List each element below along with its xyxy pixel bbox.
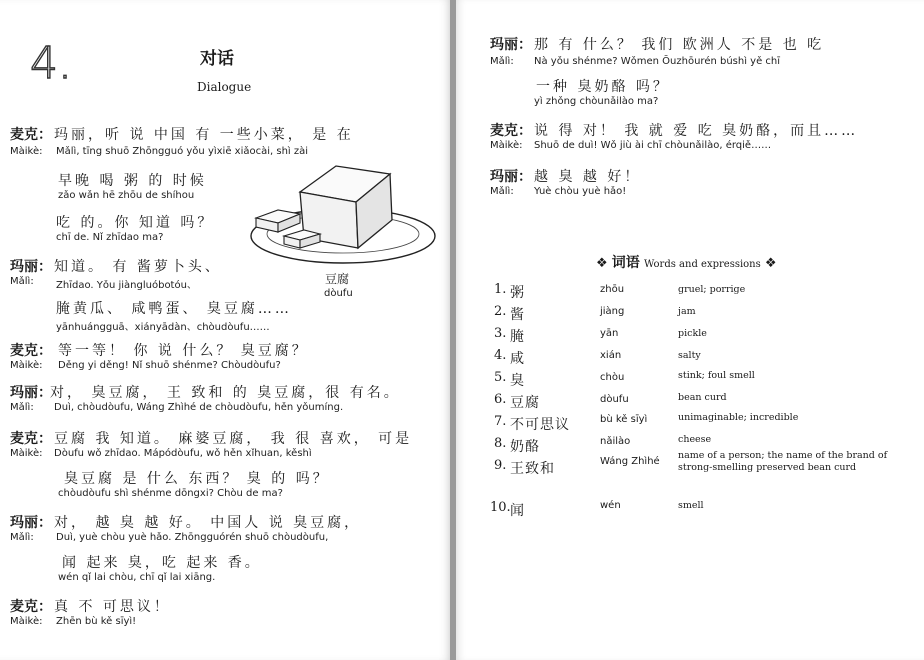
- dialogue-pinyin: Dòufu wǒ zhīdao. Mápódòufu, wǒ hěn xǐhuan, kěshì: [54, 448, 312, 459]
- dialogue-line: 豆腐 我 知道。 麻婆豆腐， 我 很 喜欢， 可是: [54, 431, 413, 447]
- vocab-pinyin: bù kě sīyì: [600, 414, 648, 425]
- vocab-pinyin: chòu: [600, 372, 625, 383]
- dialogue-pinyin: Zhēn bù kě sīyì!: [56, 616, 137, 627]
- vocab-meaning: unimaginable; incredible: [678, 412, 799, 423]
- lesson-number: 4.: [30, 38, 72, 89]
- vocab-hanzi: 腌: [510, 329, 525, 345]
- dialogue-pinyin: wén qǐ lai chòu, chī qǐ lai xiāng.: [58, 572, 216, 583]
- lesson-title: 对话: [200, 49, 234, 69]
- dialogue-pinyin: chī de. Nǐ zhīdao ma?: [56, 232, 164, 243]
- vocab-number: 2.: [494, 304, 507, 319]
- speaker-pinyin: Màikè:: [10, 616, 43, 627]
- dialogue-line: 越 臭 越 好！: [534, 169, 642, 185]
- vocab-heading-en: Words and expressions: [643, 259, 761, 270]
- speaker-name: 玛丽：: [10, 515, 52, 531]
- vocab-hanzi: 酱: [510, 307, 525, 323]
- vocab-hanzi: 王致和: [510, 461, 555, 477]
- vocab-number: 10.: [490, 500, 511, 515]
- vocab-meaning: smell: [678, 500, 704, 511]
- dialogue-line: 一种 臭奶酪 吗？: [536, 79, 670, 95]
- vocab-pinyin: yān: [600, 328, 619, 339]
- dialogue-pinyin: Duì, yuè chòu yuè hǎo. Zhōngguórén shuō chòudòufu,: [56, 532, 329, 543]
- speaker-name: 麦克：: [10, 599, 52, 615]
- speaker-name: 麦克：: [10, 343, 52, 359]
- flower-ornament-icon: ❖: [596, 256, 608, 271]
- lesson-subtitle: Dialogue: [197, 80, 252, 94]
- vocab-number: 1.: [494, 282, 507, 297]
- speaker-pinyin: Mǎlì:: [490, 186, 514, 197]
- dialogue-line: 臭豆腐 是 什么 东西？ 臭 的 吗？: [64, 471, 330, 487]
- vocab-meaning: stink; foul smell: [678, 370, 755, 381]
- speaker-pinyin: Mǎlì:: [10, 532, 34, 543]
- dialogue-pinyin: chòudòufu shì shénme dōngxi? Chòu de ma?: [58, 488, 283, 499]
- vocab-heading: [596, 252, 777, 272]
- dialogue-pinyin: Děng yi děng! Nǐ shuō shénme? Chòudòufu?: [58, 360, 281, 371]
- dialogue-line: 对， 臭豆腐， 王 致和 的 臭豆腐，很 有名。: [50, 385, 401, 401]
- left-page: [0, 0, 450, 660]
- dialogue-line: 吃 的。你 知道 吗？: [56, 215, 215, 231]
- dialogue-pinyin: Yuè chòu yuè hǎo!: [534, 186, 627, 197]
- dialogue-line: 知道。 有 酱萝卜头、: [54, 259, 222, 275]
- speaker-name: 玛丽：: [10, 385, 52, 401]
- speaker-pinyin: Màikè:: [10, 360, 43, 371]
- vocab-pinyin: zhōu: [600, 284, 625, 295]
- vocab-meaning: pickle: [678, 328, 707, 339]
- vocab-hanzi: 豆腐: [510, 395, 540, 411]
- vocab-pinyin: xián: [600, 350, 622, 361]
- dialogue-pinyin: Mǎlì, tīng shuō Zhōngguó yǒu yìxiē xiǎocài, shì zài: [56, 146, 309, 157]
- vocab-pinyin: dòufu: [600, 394, 629, 405]
- speaker-pinyin: Mǎlì:: [10, 276, 34, 287]
- tofu-illustration: [248, 160, 438, 270]
- speaker-name: 玛丽：: [490, 37, 532, 53]
- vocab-number: 8.: [494, 436, 507, 451]
- speaker-pinyin: Mǎlì:: [490, 56, 514, 67]
- vocab-meaning: name of a person; the name of the brand of strong-smelling preserved bean curd: [678, 450, 888, 473]
- vocab-hanzi: 不可思议: [510, 417, 570, 433]
- dialogue-line: 早晚 喝 粥 的 时候: [58, 173, 207, 189]
- speaker-pinyin: Màikè:: [10, 448, 43, 459]
- flower-ornament-icon: ❖: [764, 256, 777, 271]
- dialogue-pinyin: yì zhǒng chòunǎilào ma?: [534, 96, 659, 107]
- speaker-name: 玛丽：: [10, 259, 52, 275]
- dialogue-pinyin: Duì, chòudòufu, Wáng Zhìhé de chòudòufu, hěn yǒumíng.: [54, 402, 344, 413]
- vocab-number: 3.: [494, 326, 507, 341]
- vocab-pinyin: wén: [600, 500, 621, 511]
- vocab-meaning: cheese: [678, 434, 712, 445]
- vocab-pinyin: jiàng: [600, 306, 625, 317]
- vocab-hanzi: 臭: [510, 373, 525, 389]
- dialogue-line: 真 不 可思议！: [54, 599, 171, 615]
- speaker-name: 玛丽：: [490, 169, 532, 185]
- vocab-meaning: jam: [678, 306, 696, 317]
- dialogue-pinyin: Nà yǒu shénme? Wǒmen Ōuzhōurén búshì yě chī: [534, 56, 781, 67]
- speaker-pinyin: Mǎlì:: [10, 402, 34, 413]
- vocab-number: 5.: [494, 370, 507, 385]
- vocab-meaning: gruel; porrige: [678, 284, 746, 295]
- dialogue-line: 说 得 对！ 我 就 爱 吃 臭奶酪，而且……: [534, 123, 859, 139]
- speaker-name: 麦克：: [10, 431, 52, 447]
- vocab-hanzi: 闻: [510, 503, 525, 519]
- dialogue-line: 玛丽，听 说 中国 有 一些小菜， 是 在: [54, 127, 354, 143]
- vocab-number: 4.: [494, 348, 507, 363]
- dialogue-line: 闻 起来 臭，吃 起来 香。: [62, 555, 262, 571]
- vocab-meaning: salty: [678, 350, 701, 361]
- vocab-number: 6.: [494, 392, 507, 407]
- speaker-name: 麦克：: [490, 123, 532, 139]
- dialogue-pinyin: zǎo wǎn hē zhōu de shíhou: [58, 190, 195, 201]
- vocab-number: 7.: [494, 414, 507, 429]
- dialogue-pinyin: Zhīdao. Yǒu jiàngluóbotóu、: [56, 280, 197, 291]
- image-caption: 豆腐: [325, 272, 350, 286]
- dialogue-pinyin: Shuō de duì! Wǒ jiù ài chī chòunǎilào, érqiě……: [534, 140, 772, 151]
- speaker-name: 麦克：: [10, 127, 52, 143]
- vocab-number: 9.: [494, 458, 507, 473]
- vocab-hanzi: 奶酪: [510, 439, 540, 455]
- speaker-pinyin: Màikè:: [490, 140, 523, 151]
- image-caption-pinyin: dòufu: [324, 288, 353, 299]
- vocab-pinyin: nǎilào: [600, 436, 631, 447]
- dialogue-line: 腌黄瓜、 咸鸭蛋、 臭豆腐……: [56, 301, 292, 317]
- vocab-pinyin: Wáng Zhìhé: [600, 456, 660, 467]
- speaker-pinyin: Màikè:: [10, 146, 43, 157]
- dialogue-line: 对， 越 臭 越 好。 中国人 说 臭豆腐，: [54, 515, 362, 531]
- vocab-hanzi: 粥: [510, 285, 525, 301]
- dialogue-line: 等一等！ 你 说 什么？ 臭豆腐？: [58, 343, 309, 359]
- vocab-meaning: bean curd: [678, 392, 727, 403]
- vocab-hanzi: 咸: [510, 351, 525, 367]
- vocab-heading-zh: 词语: [611, 255, 640, 271]
- dialogue-pinyin: yānhuángguā、xiányādàn、chòudòufu……: [56, 322, 270, 333]
- dialogue-line: 那 有 什么？ 我们 欧洲人 不是 也 吃: [534, 37, 825, 53]
